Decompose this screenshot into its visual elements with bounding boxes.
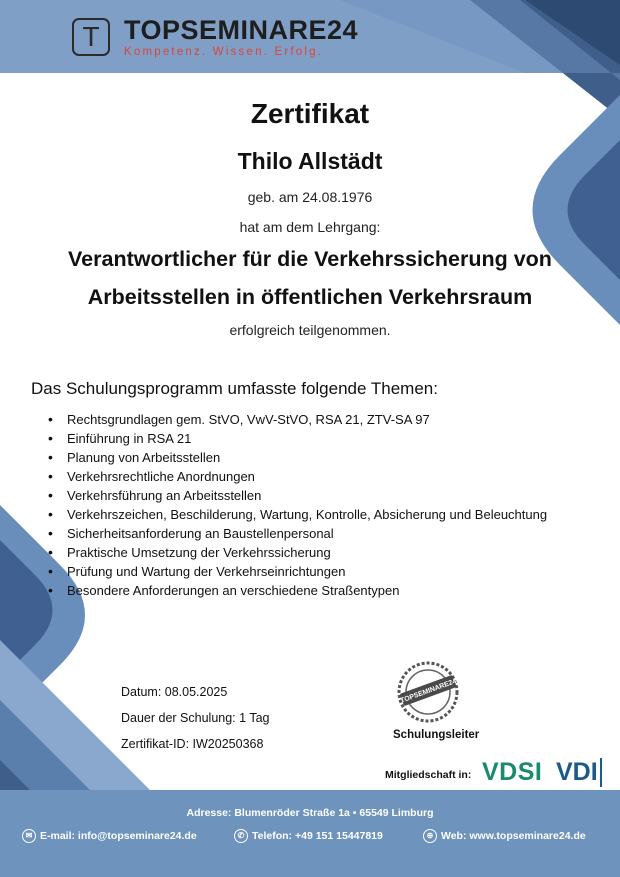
topic-item: • Prüfung und Wartung der Verkehrseinrichtungen — [48, 562, 547, 581]
footer-address: Adresse: Blumenröder Straße 1a • 65549 Limburg — [186, 807, 434, 819]
topic-item: • Einführung in RSA 21 — [48, 429, 547, 448]
vdi-logo: VDI — [556, 758, 602, 787]
topic-item: • Besondere Anforderungen an verschiedene Straßentypen — [48, 581, 547, 600]
footer-email — [22, 829, 197, 843]
topic-item: • Rechtsgrundlagen gem. StVO, VwV-StVO, RSA 21, ZTV-SA 97 — [48, 410, 547, 429]
brand-slogan: Kompetenz. Wissen. Erfolg. — [124, 46, 324, 58]
web-text: Web: www.topseminare24.de — [441, 830, 586, 842]
footer-phone — [234, 829, 383, 843]
signer-role: Schulungsleiter — [393, 729, 480, 741]
topic-item: • Verkehrsführung an Arbeitsstellen — [48, 486, 547, 505]
brand-name: TOPSEMINARE24 — [124, 15, 359, 45]
certificate-id: Zertifikat-ID: IW20250368 — [121, 737, 264, 751]
success-text: erfolgreich teilgenommen. — [229, 322, 391, 338]
training-duration: Dauer der Schulung: 1 Tag — [121, 711, 270, 725]
course-name — [0, 240, 620, 316]
phone-icon: ✆ — [234, 829, 248, 843]
brand-logo — [72, 16, 358, 58]
course-line-2: Arbeitsstellen in öffentlichen Verkehrsraum — [87, 285, 533, 309]
topic-list — [48, 410, 547, 600]
membership-label: Mitgliedschaft in: — [385, 769, 472, 781]
topic-item: • Praktische Umsetzung der Verkehrssicherung — [48, 543, 547, 562]
seal-text: TOPSEMINARE24 — [399, 678, 458, 705]
email-text: E-mail: info@topseminare24.de — [40, 830, 197, 842]
footer-web — [423, 829, 586, 843]
logo-mark: T — [72, 18, 110, 56]
course-line-1: Verantwortlicher für die Verkehrssicherung von — [68, 247, 552, 271]
globe-icon: ⊕ — [423, 829, 437, 843]
topic-item: • Verkehrsrechtliche Anordnungen — [48, 467, 547, 486]
recipient-name: Thilo Allstädt — [237, 148, 383, 174]
program-title: Das Schulungsprogramm umfasste folgende Themen: — [31, 379, 438, 398]
topic-item: • Sicherheitsanforderung an Baustellenpersonal — [48, 524, 547, 543]
course-intro: hat am dem Lehrgang: — [239, 219, 381, 235]
phone-text: Telefon: +49 151 15447819 — [252, 830, 383, 842]
date: Datum: 08.05.2025 — [121, 685, 228, 699]
certificate-title: Zertifikat — [250, 98, 370, 129]
envelope-icon: ✉ — [22, 829, 36, 843]
topic-item: • Planung von Arbeitsstellen — [48, 448, 547, 467]
company-seal — [396, 660, 460, 724]
vdsi-logo: VDSI — [482, 758, 543, 786]
topic-item: • Verkehrszeichen, Beschilderung, Wartung, Kontrolle, Absicherung und Beleuchtung — [48, 505, 547, 524]
birth-date: geb. am 24.08.1976 — [247, 189, 373, 205]
